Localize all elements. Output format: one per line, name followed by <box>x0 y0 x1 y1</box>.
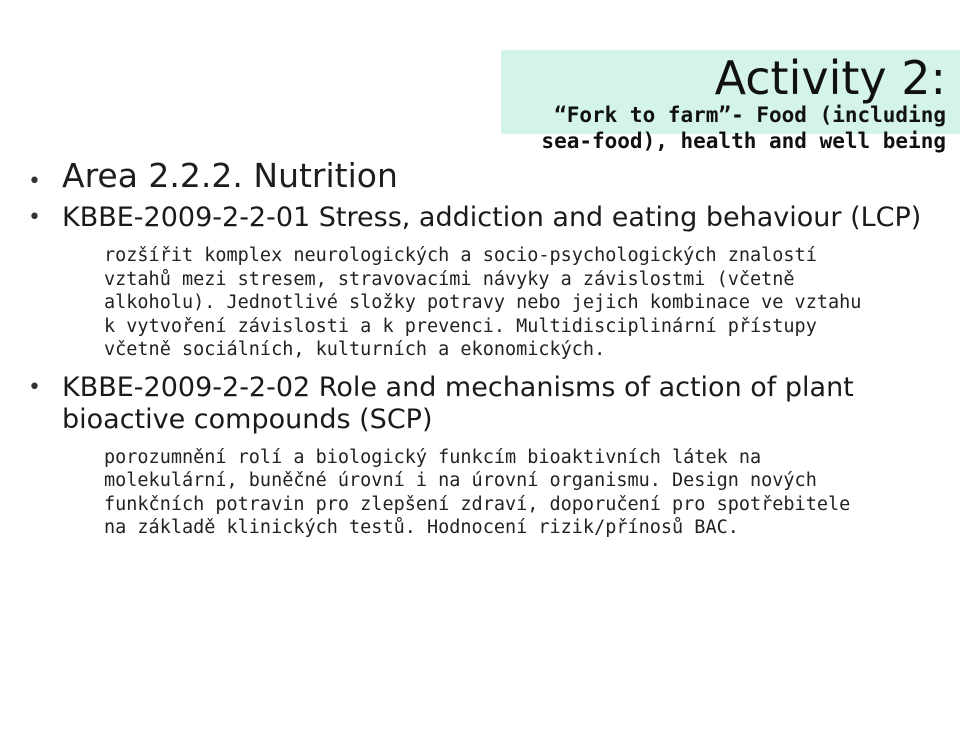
activity-subtitle: “Fork to farm”- Food (including sea-food), health and well being <box>541 103 946 153</box>
area-heading <box>28 154 948 198</box>
topic-item <box>28 372 948 436</box>
slide-content <box>28 154 948 540</box>
bullet-icon: • <box>28 374 41 400</box>
topic-title: KBBE-2009-2-2-01 Stress, addiction and eating behaviour (LCP) <box>62 202 922 233</box>
topic-description: rozšířit komplex neurologických a socio-psychologických znalostí vztahů mezi stresem, stravovacími návyky a závislostmi (včetně alkoholu). Jednotlivé složky potravy nebo jejich kombinace ve vztahu k vytvoření závislosti a k prevenci. Multidisciplinární přístupy včetně sociálních, kulturních a ekonomických. <box>104 245 862 360</box>
activity-header <box>501 50 960 153</box>
bullet-icon: • <box>28 169 41 194</box>
topic-description: porozumnění rolí a biologický funkcím bioaktivních látek na molekulární, buněčné úrovní i na úrovní organismu. Design nových funkčních potravin pro zlepšení zdraví, doporučení pro spotřebitele na základě klinických testů. Hodnocení rizik/přínosů BAC. <box>104 446 851 538</box>
area-heading-text: Area 2.2.2. Nutrition <box>62 156 398 195</box>
topic-item <box>28 202 948 234</box>
activity-title: Activity 2: <box>714 51 946 105</box>
bullet-icon: • <box>28 205 41 230</box>
topic-title: KBBE-2009-2-2-02 Role and mechanisms of action of plant bioactive compounds (SCP) <box>62 371 854 435</box>
